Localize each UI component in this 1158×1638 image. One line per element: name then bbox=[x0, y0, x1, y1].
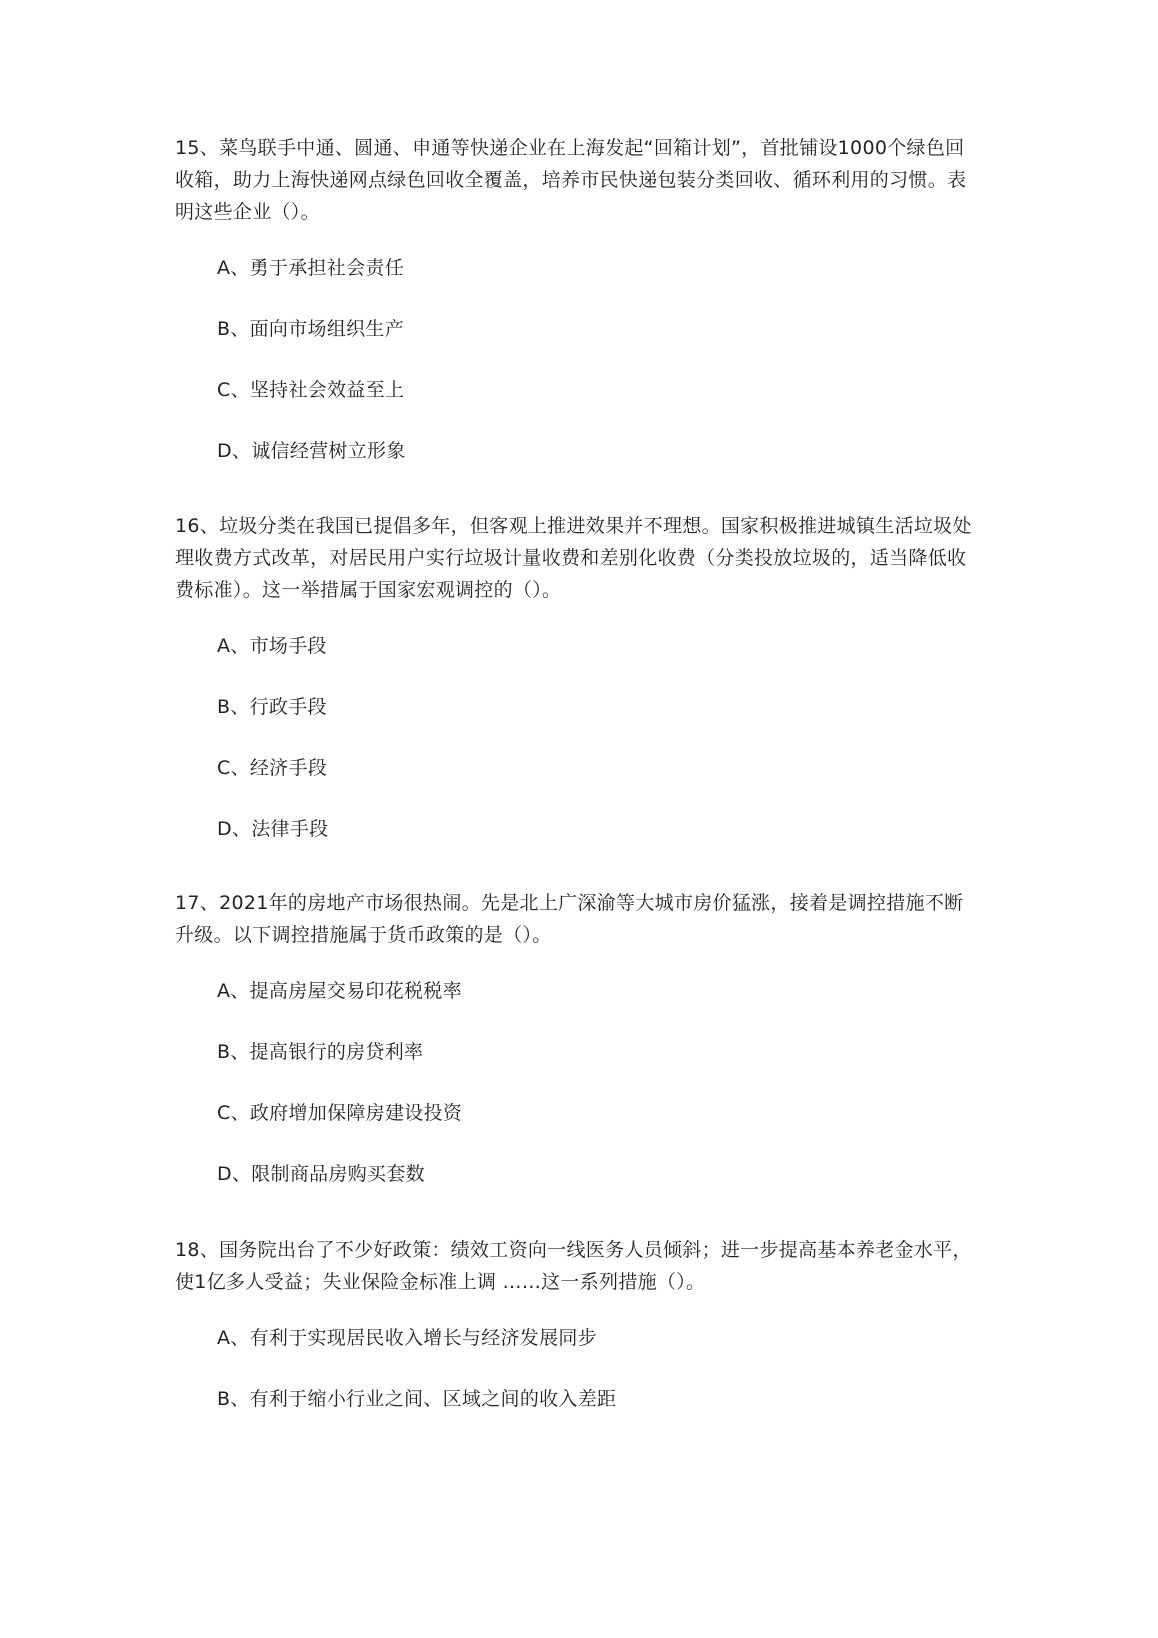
option-b: B、有利于缩小行业之间、区域之间的收入差距 bbox=[217, 1388, 617, 1410]
question-16-text: 16、垃圾分类在我国已提倡多年，但客观上推进效果并不理想。国家积极推进城镇生活垃圾处理收费方式改革，对居民用户实行垃圾计量收费和差别化收费（分类投放垃圾的，适当降低收费标准）。这一举措属于国家宏观调控的（）。 bbox=[175, 515, 972, 601]
option-b: B、提高银行的房贷利率 bbox=[217, 1041, 424, 1063]
question-15-text: 15、菜鸟联手中通、圆通、申通等快递企业在上海发起“回箱计划”，首批铺设1000个绿色回收箱，助力上海快递网点绿色回收全覆盖，培养市民快递包装分类回收、循环利用的习惯。表明这些企业（）。 bbox=[175, 137, 967, 223]
question-18-text: 18、国务院出台了不少好政策：绩效工资向一线医务人员倾斜；进一步提高基本养老金水平，使1亿多人受益；失业保险金标准上调 ……这一系列措施（）。 bbox=[175, 1239, 972, 1293]
option-a: A、市场手段 bbox=[217, 635, 327, 657]
option-d: D、法律手段 bbox=[217, 818, 329, 840]
option-c: C、政府增加保障房建设投资 bbox=[217, 1102, 463, 1124]
option-d: D、诚信经营树立形象 bbox=[217, 440, 406, 462]
option-b: B、面向市场组织生产 bbox=[217, 318, 405, 340]
question-17 bbox=[175, 887, 975, 1221]
question-16-options bbox=[175, 632, 975, 843]
question-18-options bbox=[175, 1324, 975, 1413]
option-d: D、限制商品房购买套数 bbox=[217, 1163, 425, 1185]
question-18 bbox=[175, 1234, 975, 1446]
option-a: A、有利于实现居民收入增长与经济发展同步 bbox=[217, 1327, 597, 1349]
question-17-options bbox=[175, 977, 975, 1188]
option-c: C、经济手段 bbox=[217, 757, 328, 779]
question-16 bbox=[175, 510, 975, 876]
question-15-options bbox=[175, 254, 975, 465]
question-17-text: 17、2021年的房地产市场很热闹。先是北上广深渝等大城市房价猛涨，接着是调控措施不断升级。以下调控措施属于货币政策的是（）。 bbox=[175, 892, 964, 946]
question-15 bbox=[175, 132, 975, 498]
option-a: A、勇于承担社会责任 bbox=[217, 257, 404, 279]
option-a: A、提高房屋交易印花税税率 bbox=[217, 980, 462, 1002]
option-c: C、坚持社会效益至上 bbox=[217, 379, 405, 401]
option-b: B、行政手段 bbox=[217, 696, 327, 718]
